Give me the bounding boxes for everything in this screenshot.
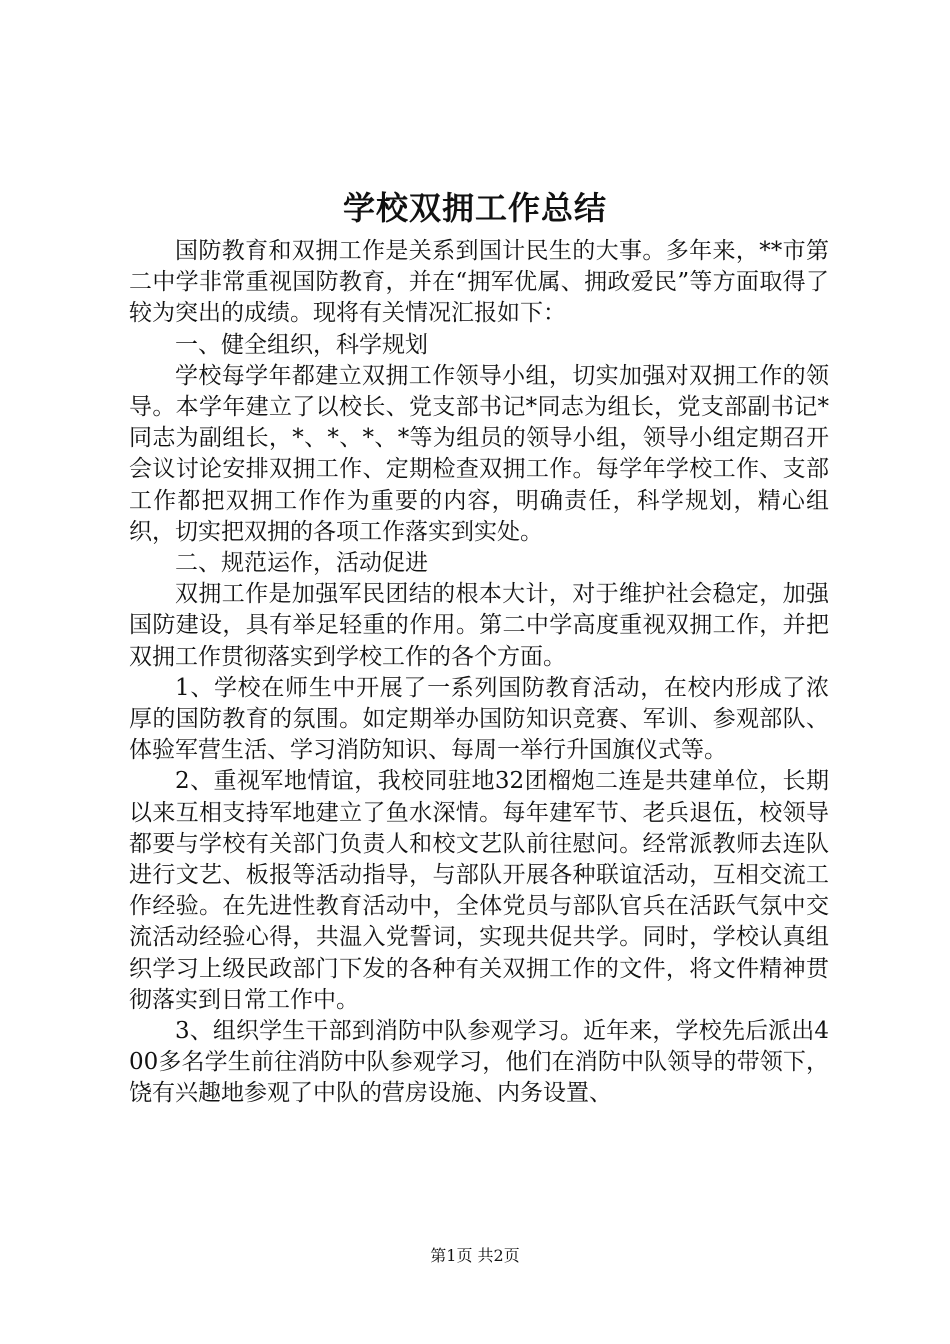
item-2-paragraph: 2、重视军地情谊，我校同驻地32团榴炮二连是共建单位，长期以来互相支持军地建立了鱼水深情。每年建军节、老兵退伍，校领导都要与学校有关部门负责人和校文艺队前往慰问。经常派教师去连队进行文艺、板报等活动指导，与部队开展各种联谊活动，互相交流工作经验。在先进性教育活动中，全体党员与部队官兵在活跃气氛中交流活动经验心得，共温入党誓词，实现共促共学。同时，学校认真组织学习上级民政部门下发的各种有关双拥工作的文件，将文件精神贯彻落实到日常工作中。: [129, 768, 829, 1013]
intro-paragraph: 国防教育和双拥工作是关系到国计民生的大事。多年来，**市第二中学非常重视国防教育，并在“拥军优属、拥政爱民”等方面取得了较为突出的成绩。现将有关情况汇报如下：: [129, 238, 829, 327]
section-heading-1: 一、健全组织，科学规划: [175, 331, 428, 358]
item-1-paragraph: 1、学校在师生中开展了一系列国防教育活动，在校内形成了浓厚的国防教育的氛围。如定期举办国防知识竞赛、军训、参观部队、体验军营生活、学习消防知识、每周一举行升国旗仪式等。: [129, 674, 829, 764]
section-2-paragraph: 双拥工作是加强军民团结的根本大计，对于维护社会稳定，加强国防建设，具有举足轻重的作用。第二中学高度重视双拥工作，并把双拥工作贯彻落实到学校工作的各个方面。: [129, 581, 829, 670]
item-3-paragraph: 3、组织学生干部到消防中队参观学习。近年来，学校先后派出400多名学生前往消防中队参观学习，他们在消防中队领导的带领下，饶有兴趣地参观了中队的营房设施、内务设置、: [129, 1018, 829, 1107]
page-footer: 第1页 共2页: [430, 1246, 520, 1265]
section-heading-2: 二、规范运作，活动促进: [175, 550, 428, 577]
document-body: [129, 236, 829, 1110]
section-1-paragraph: 学校每学年都建立双拥工作领导小组，切实加强对双拥工作的领导。本学年建立了以校长、党支部书记*同志为组长，党支部副书记*同志为副组长，*、*、*、*等为组员的领导小组，领导小组定期召开会议讨论安排双拥工作、定期检查双拥工作。每学年学校工作、支部工作都把双拥工作作为重要的内容，明确责任，科学规划，精心组织，切实把双拥的各项工作落实到实处。: [129, 362, 829, 545]
document-title: 学校双拥工作总结: [342, 189, 607, 227]
